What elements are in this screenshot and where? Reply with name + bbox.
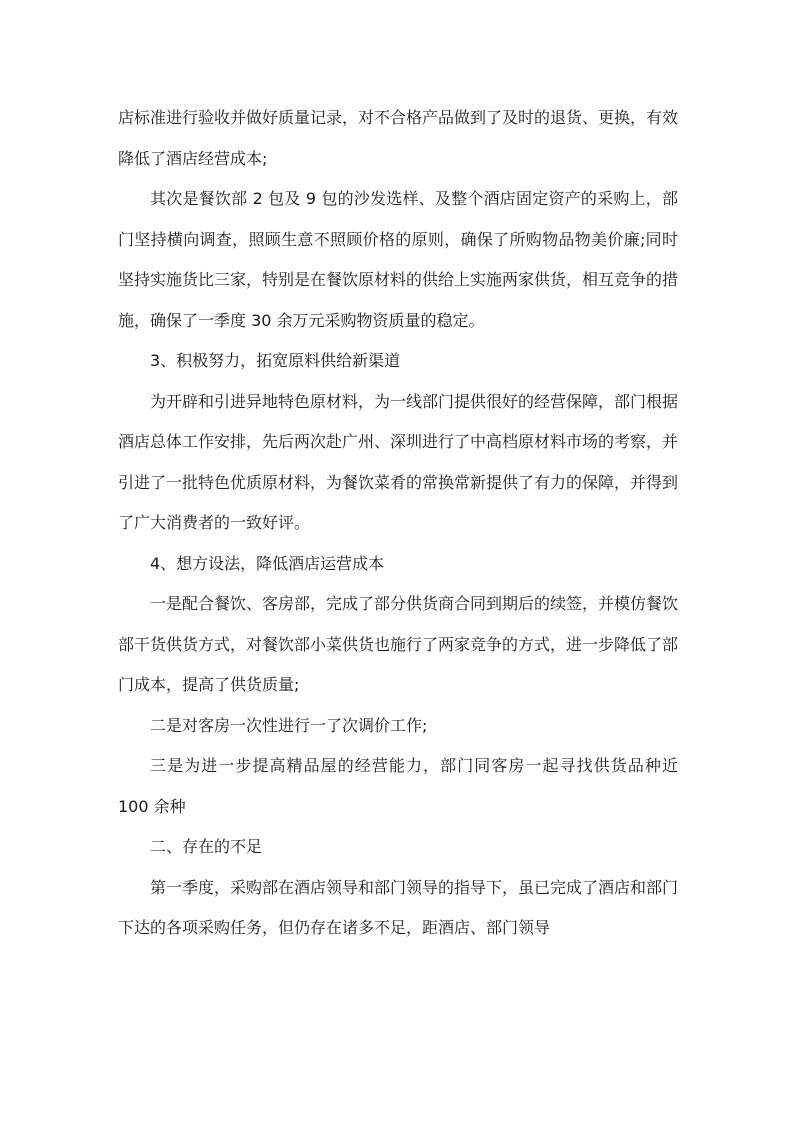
- paragraph-first-quarter: 第一季度，采购部在酒店领导和部门领导的指导下，虽已完成了酒店和部门下达的各项采购任务，但仍存在诸多不足，距酒店、部门领导: [118, 877, 679, 937]
- section-heading-3: 3、积极努力，拓宽原料供给新渠道: [150, 351, 401, 370]
- section-heading-4: 4、想方设法，降低酒店运营成本: [150, 553, 385, 573]
- paragraph-continuation: 店标准进行验收并做好质量记录，对不合格产品做到了及时的退货、更换，有效降低了酒店经营成本;: [118, 108, 679, 168]
- paragraph-first-point: 一是配合餐饮、客房部，完成了部分供货商合同到期后的续签，并模仿餐饮部干货供货方式，对餐饮部小菜供货也施行了两家竞争的方式，进一步降低了部门成本，提高了供货质量;: [118, 594, 679, 694]
- paragraph-third-point: 三是为进一步提高精品屋的经营能力，部门同客房一起寻找供货品种近 100 余种: [118, 756, 678, 816]
- paragraph-second-point: 二是对客房一次性进行一了次调价工作;: [150, 715, 428, 735]
- document-body: [118, 98, 678, 949]
- paragraph-new-channels: 为开辟和引进异地特色原材料，为一线部门提供很好的经营保障，部门根据酒店总体工作安排，先后两次赴广州、深圳进行了中高档原材料市场的考察，并引进了一批特色优质原材料，为餐饮菜肴的常换常新提供了有力的保障，并得到了广大消费者的一致好评。: [118, 391, 679, 532]
- paragraph-secondly: 其次是餐饮部 2 包及 9 包的沙发选样、及整个酒店固定资产的采购上，部门坚持横向调查，照顾生意不照顾价格的原则，确保了所购物品物美价廉;同时坚持实施货比三家，特别是在餐饮原材料的供给上实施两家供货，相互竞争的措施，确保了一季度 30 余万元采购物资质量的稳定。: [118, 189, 679, 330]
- section-heading-shortcomings: 二、存在的不足: [150, 837, 263, 856]
